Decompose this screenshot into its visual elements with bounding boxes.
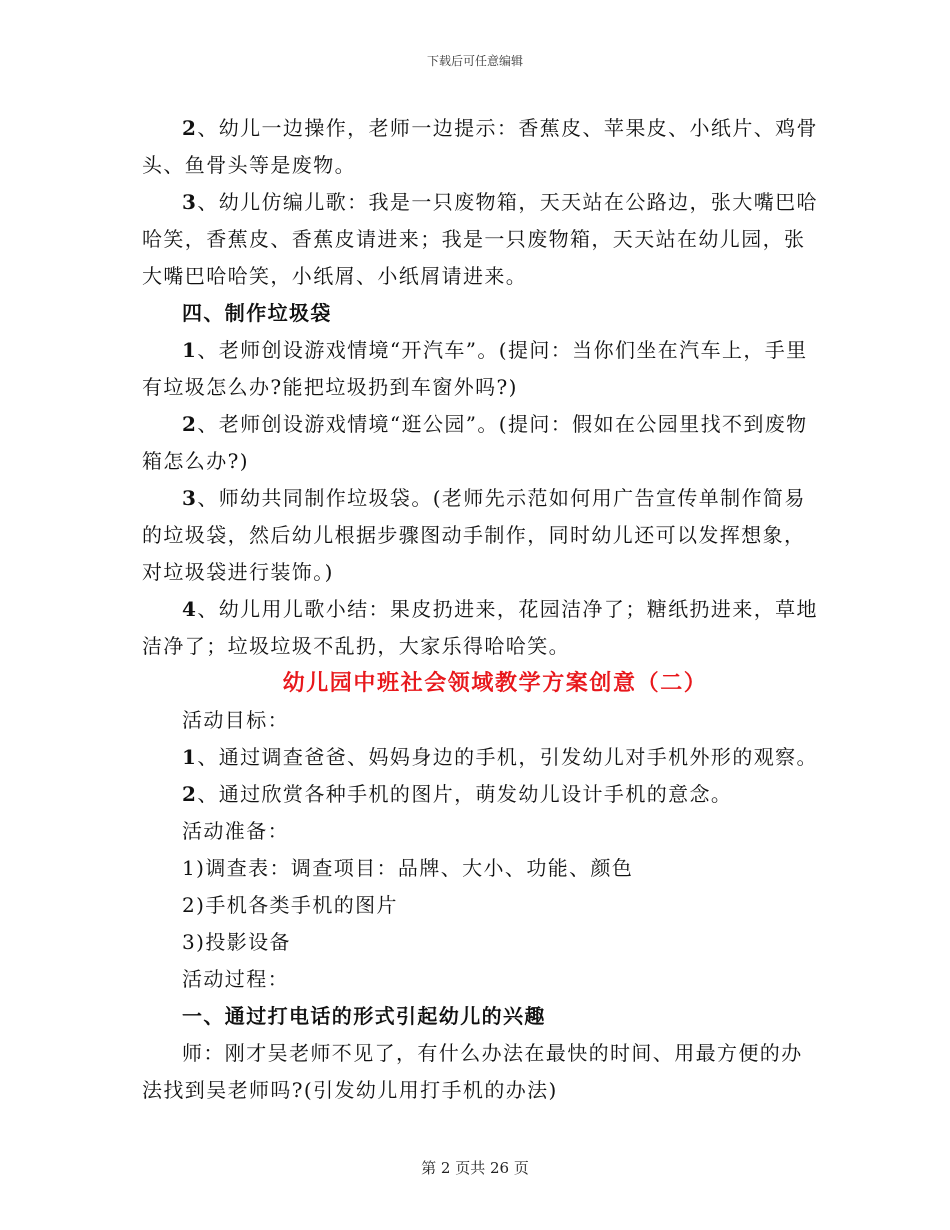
- paragraph: [142, 332, 822, 406]
- item-number: 1: [182, 745, 198, 769]
- paragraph-text: 、老师创设游戏情境“逛公园”。(提问：假如在公园里找不到废物箱怎么办?): [142, 412, 808, 473]
- paragraph: 师：刚才吴老师不见了，有什么办法在最快的时间、用最方便的办法找到吴老师吗?(引发幼儿用打手机的办法): [142, 1041, 803, 1102]
- goal-text: 、通过欣赏各种手机的图片，萌发幼儿设计手机的意念。: [197, 782, 733, 806]
- item-number: 3: [182, 486, 198, 510]
- goal-item: [142, 776, 822, 813]
- paragraph-text: 、师幼共同制作垃圾袋。(老师先示范如何用广告宣传单制作简易的垃圾袋，然后幼儿根据步骤图动手制作，同时幼儿还可以发挥想象，对垃圾袋进行装饰。): [142, 486, 806, 584]
- paragraph: [142, 110, 822, 184]
- paragraph-text: 、幼儿一边操作，老师一边提示：香蕉皮、苹果皮、小纸片、鸡骨头、鱼骨头等是废物。: [142, 116, 818, 177]
- paragraph-text: 、幼儿仿编儿歌：我是一只废物箱，天天站在公路边，张大嘴巴哈哈笑，香蕉皮、香蕉皮请进来；我是一只废物箱，天天站在幼儿园，张大嘴巴哈哈笑，小纸屑、小纸屑请进来。: [142, 190, 818, 288]
- item-number: 2: [182, 782, 198, 806]
- paragraph-text: 、老师创设游戏情境“开汽车”。(提问：当你们坐在汽车上，手里有垃圾怎么办?能把垃圾扔到车窗外吗?): [142, 338, 808, 399]
- paragraph: [142, 406, 822, 480]
- section-heading: 四、制作垃圾袋: [182, 301, 332, 325]
- item-number: 2: [182, 412, 198, 436]
- goal-item: [142, 739, 822, 776]
- paragraph-text: 、幼儿用儿歌小结：果皮扔进来，花园洁净了；糖纸扔进来，草地洁净了；垃圾垃圾不乱扔，大家乐得哈哈笑。: [142, 597, 818, 658]
- item-number: 4: [182, 597, 198, 621]
- label-line: 活动过程：: [182, 967, 289, 991]
- document-title: 幼儿园中班社会领域教学方案创意（二）: [282, 670, 708, 696]
- prep-item: 3)投影设备: [182, 930, 291, 954]
- item-number: 1: [182, 338, 198, 362]
- paragraph: [142, 480, 822, 591]
- label-line: 活动准备：: [182, 819, 289, 843]
- item-number: 2: [182, 116, 198, 140]
- page-footer: 第 2 页共 26 页: [421, 1159, 529, 1177]
- prep-item: 2)手机各类手机的图片: [182, 893, 398, 917]
- document-body: [142, 110, 822, 1109]
- label-line: 活动目标：: [182, 708, 289, 732]
- item-number: 3: [182, 190, 198, 214]
- goal-text: 、通过调查爸爸、妈妈身边的手机，引发幼儿对手机外形的观察。: [197, 745, 818, 769]
- section-heading: 一、通过打电话的形式引起幼儿的兴趣: [182, 1004, 546, 1028]
- paragraph: [142, 591, 822, 665]
- prep-item: 1)调查表：调查项目：品牌、大小、功能、颜色: [182, 856, 634, 880]
- page-header: 下载后可任意编辑: [426, 54, 523, 68]
- paragraph: [142, 184, 822, 295]
